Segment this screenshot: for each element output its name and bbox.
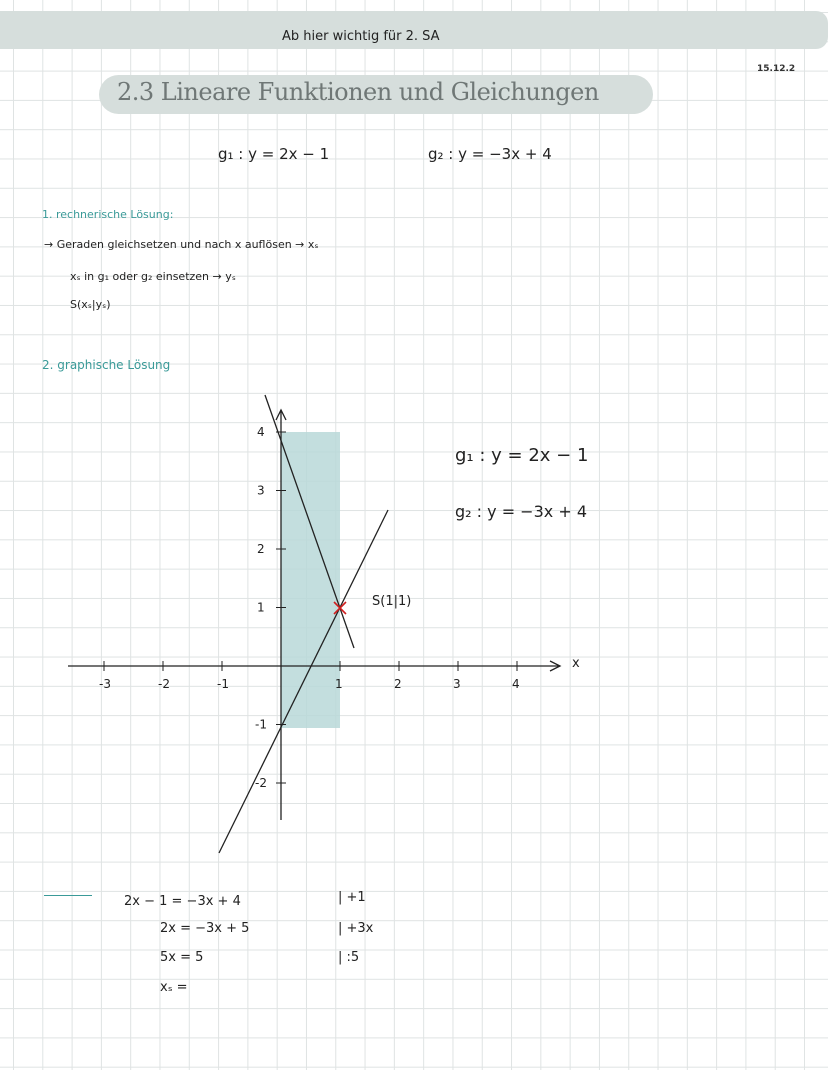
banner-text: Ab hier wichtig für 2. SA [282,29,440,44]
section2-heading: 2. graphische Lösung [42,358,171,372]
function-g2: g₂ : y = −3x + 4 [428,145,552,163]
operation: | +1 [338,890,366,905]
page-title: 2.3 Lineare Funktionen und Gleichungen [117,78,599,106]
section1-line: S(xₛ|yₛ) [70,298,111,311]
equation: 2x − 1 = −3x + 4 [124,894,241,909]
function-g1: g₁ : y = 2x − 1 [218,145,330,163]
equation: xₛ = [160,980,188,995]
y-tick-label: -1 [255,717,267,732]
y-tick-label: 2 [257,542,265,556]
x-tick-label: -3 [99,677,111,691]
section1-heading: 1. rechnerische Lösung: [42,208,174,221]
y-tick-label: 3 [257,483,265,498]
section1-line: → Geraden gleichsetzen und nach x auflösen → xₛ [44,238,319,251]
x-tick-label: 1 [335,677,343,691]
calc-row [124,890,241,909]
x-tick-label: 2 [394,677,402,691]
operation: | :5 [338,950,360,965]
legend-g2: g₂ : y = −3x + 4 [455,502,587,521]
legend-g1: g₁ : y = 2x − 1 [455,445,589,466]
intersection-label: S(1|1) [372,594,412,609]
y-tick-label: 1 [257,600,265,615]
equation: 2x = −3x + 5 [160,921,250,936]
y-tick-label: -2 [255,776,267,790]
section1-line: xₛ in g₁ oder g₂ einsetzen → yₛ [70,270,236,283]
x-tick-label: 3 [453,677,461,691]
shaded-region [281,432,340,728]
arrow-icon [44,895,92,896]
y-tick-label: 4 [257,425,265,439]
x-tick-label: -2 [158,677,170,691]
equation: 5x = 5 [160,950,204,965]
date: 15.12.2 [757,64,796,74]
x-tick-label: -1 [217,677,229,691]
x-tick-label: 4 [512,677,520,691]
operation: | +3x [338,921,374,936]
x-axis-label: x [572,656,580,671]
